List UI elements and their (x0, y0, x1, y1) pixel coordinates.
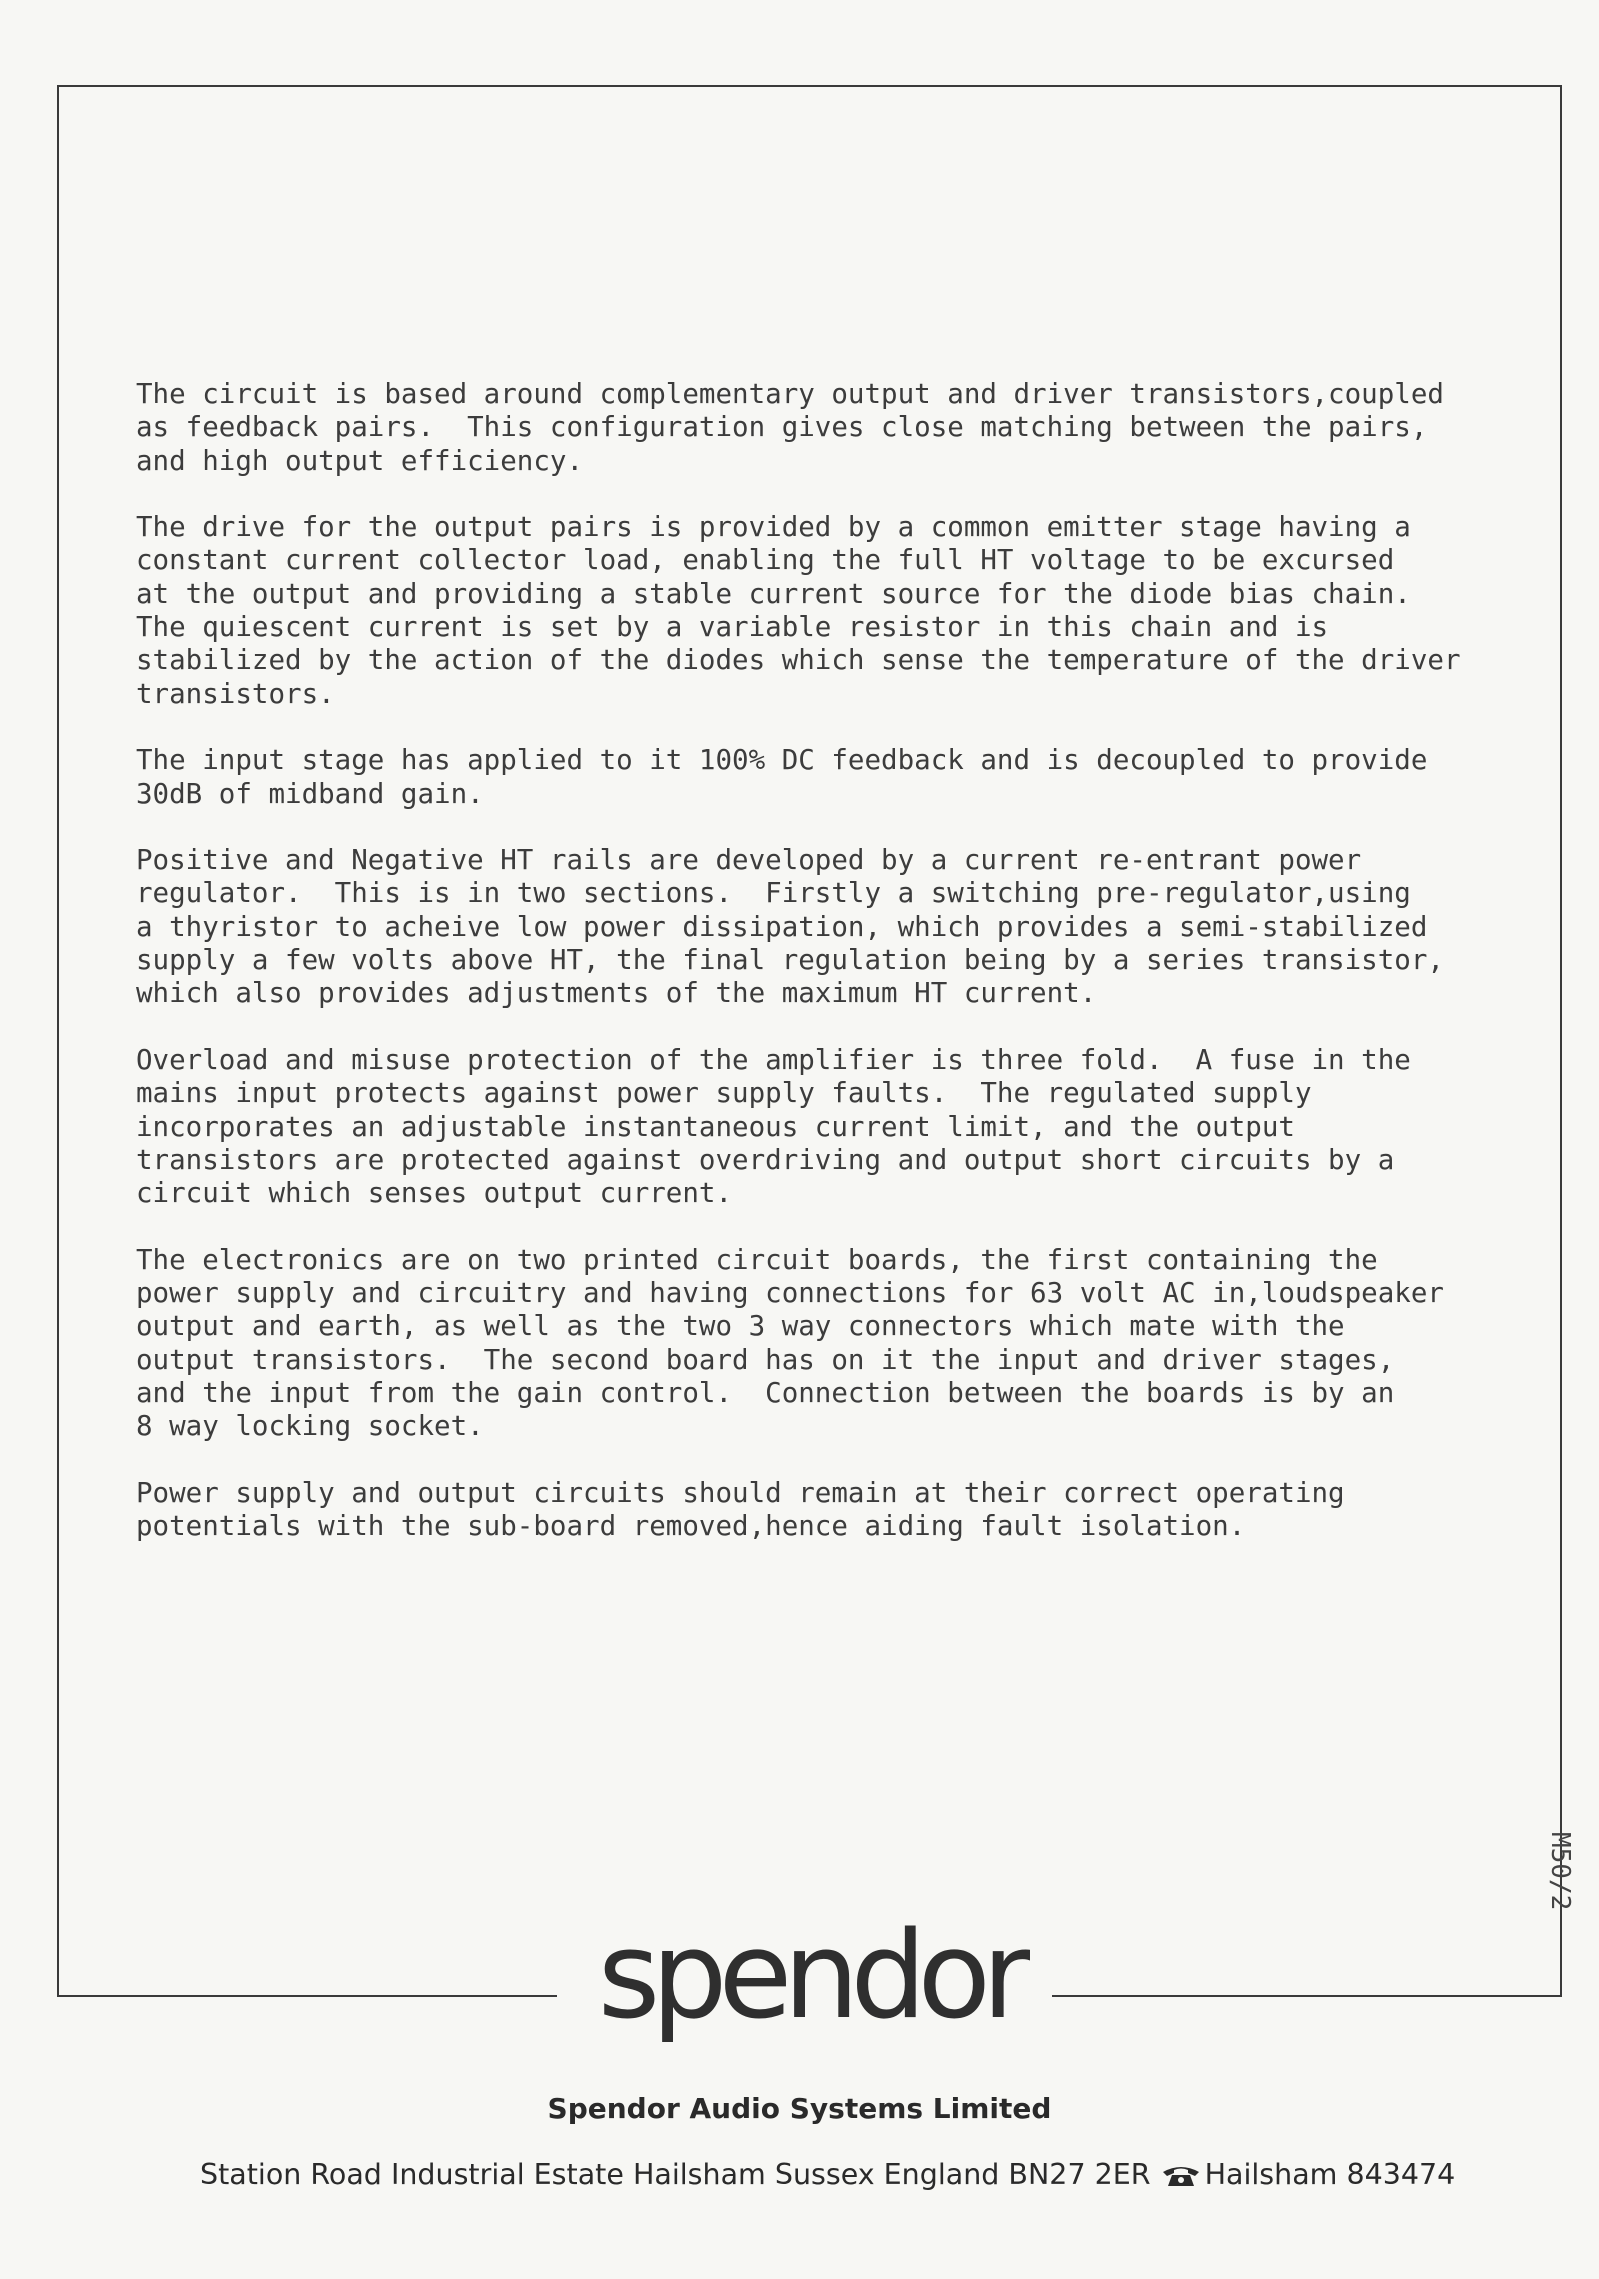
address-text: Station Road Industrial Estate Hailsham Sussex England BN27 2ER (200, 2158, 1151, 2191)
paragraph-input-stage: The input stage has applied to it 100% DC feedback and is decoupled to provide 30dB of midband gain. (136, 744, 1428, 810)
telephone-icon (1161, 2163, 1201, 2187)
paragraph-ht-rails: Positive and Negative HT rails are developed by a current re-entrant power regulator. This is in two sections. Firstly a switching pre-regulator,using a thyristor to acheive low power dissipation, which provides a semi-stabilized supply a few volts above HT, the final regulation being by a series transistor, which also provides adjustments of the maximum HT current. (136, 844, 1444, 1010)
paragraph-electronics: The electronics are on two printed circuit boards, the first containing the power supply and circuitry and having connections for 63 volt AC in,loudspeaker output and earth, as well as the two 3 way connectors which mate with the output transistors. The second board has on it the input and driver stages, and the input from the gain control. Connection between the boards is by an 8 way locking socket. (136, 1243, 1444, 1443)
body-text (136, 378, 1466, 1577)
phone-number: Hailsham 843474 (1204, 2158, 1456, 2191)
address-line (200, 2158, 1456, 2191)
paragraph-circuit: The circuit is based around complementary output and driver transistors,coupled as feedback pairs. This configuration gives close matching between the pairs, and high output efficiency. (136, 378, 1444, 477)
document-code: M50/2 (1545, 1832, 1575, 1911)
company-name: Spendor Audio Systems Limited (547, 2092, 1052, 2125)
paragraph-drive: The drive for the output pairs is provided by a common emitter stage having a constant current collector load, enabling the full HT voltage to be excursed at the output and providing a stable current source for the diode bias chain. The quiescent current is set by a variable resistor in this chain and is stabilized by the action of the diodes which sense the temperature of the driver transistors. (136, 511, 1461, 710)
logo-wordmark: spendor (597, 1907, 1023, 2046)
paragraph-protection: Overload and misuse protection of the amplifier is three fold. A fuse in the mains input protects against power supply faults. The regulated supply incorporates an adjustable instantaneous current limit, and the output transistors are protected against overdriving and output short circuits by a circuit which senses output current. (136, 1043, 1411, 1210)
spendor-logo (590, 1905, 1030, 2075)
bottom-rule-left (57, 1995, 557, 1997)
paragraph-fault-isolation: Power supply and output circuits should remain at their correct operating potentials with the sub-board removed,hence aiding fault isolation. (136, 1476, 1345, 1543)
bottom-rule-right (1052, 1995, 1562, 1997)
